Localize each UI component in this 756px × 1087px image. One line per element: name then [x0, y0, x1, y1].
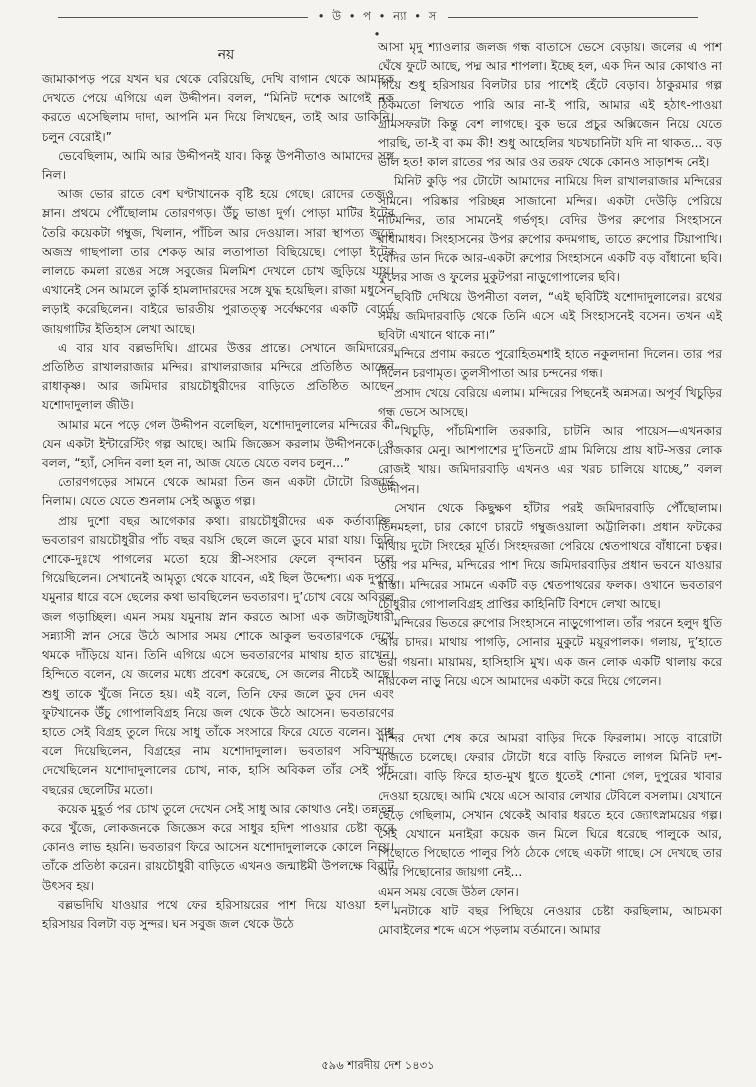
chapter-title: নয়: [217, 47, 235, 63]
paragraph: আমার মনে পড়ে গেল উদ্দীপন বলেছিল, যশোদাদুলালের মন্দিরের কী যেন একটা ইন্টারেস্টিং গল্প আছে। আমি জিজ্ঞেস করলাম উদ্দীপনকে। ও বলল, “হ্যাঁ, সেদিন বলা হল না, আজ যেতে যেতে বলব চলুন...”: [42, 417, 394, 471]
header-rule-right: [448, 17, 698, 18]
left-column: [42, 44, 394, 934]
paragraph: “খিচুড়ি, পাঁচমিশালি তরকারি, চাটনি আর পায়েস—এখনকার রোজকার মেনু। আশপাশের দু’তিনটে গ্রাম মিলিয়ে প্রায় ষাট-সত্তর লোক রোজই খায়। জমিদারবাড়ি এখনও এর খরচ চালিয়ে যাচ্ছে,” বলল উদ্দীপন।: [378, 424, 722, 496]
paragraph: মন্দির দেখা শেষ করে আমরা বাড়ির দিকে ফিরলাম। সাড়ে বারোটা বাজতে চলেছে। ফেরার টোটো ধরে বাড়ি ফিরতে লাগল মিনিট দশ-পনেরো। বাড়ি ফিরে হাত-মুখ ধুতে ধুতেই শোনা গেল, দুপুরের খাবার দেওয়া হয়েছে। আমি খেয়ে এসে আবার লেখার টেবিলে বসলাম। যেখানে ছেড়ে গেছিলাম, সেখান থেকেই আবার ধরতে হবে জ্যোৎস্নাময়ের গল্প। সেই যেখানে মনাইরা কয়েক জন মিলে ঘিরে ধরেছে পালুকে আর, পিছোতে পিছোতে পালুর পিঠ ঠেকে গেছে একটা গাছে। সে দেখছে তার আর পিছোনোর জায়গা নেই...: [378, 730, 722, 880]
header-rule-left: [58, 17, 308, 18]
paragraph: ভেবেছিলাম, আমি আর উদ্দীপনই যাব। কিন্তু উপনীতাও আমাদের সঙ্গ নিল।: [42, 148, 394, 183]
paragraph: মন্দিরের ভিতরে রুপোর সিংহাসনে নাড়ুগোপাল। তাঁর পরনে হলুদ ধুতি আর চাদর। মাথায় পাগড়ি, সোনার মুকুটে ময়ূরপালক। গলায়, দু’হাতে ভরা গয়না। মায়াময়, হাসিহাসি মুখ। এক জন লোক একটি থালায় করে নারকেল নাড়ু নিয়ে এসে আমাদের একটা করে দিয়ে গেলেন।: [378, 616, 722, 688]
right-column: [378, 38, 722, 940]
paragraph: মিনিট কুড়ি পর টোটো আমাদের নামিয়ে দিল রাখালরাজার মন্দিরের সামনে। পরিষ্কার পরিচ্ছন্ন সাজানো মন্দির। একটা দেউড়ি পেরিয়ে নাটমন্দির, তার সামনেই গর্ভগৃহ। বেদির উপর রুপোর সিংহাসনে রাধামাধব। সিংহাসনের উপর রুপোর কদমগাছ, তাতে রুপোর টিয়াপাখি। বেদির ডান দিকে আর-একটা রুপোর সিংহাসনে একটি বড় বাঁধানো ছবি। ফুলের সাজ ও ফুলের মুকুটপরা নাড়ুগোপালের ছবি।: [378, 174, 722, 285]
page-footer: ৫৯৬ শারদীয় দেশ ১৪৩১: [321, 1058, 435, 1072]
paragraph: কয়েক মুহূর্ত পর চোখ তুলে দেখেন সেই সাধু আর কোথাও নেই। তন্নতন্ন করে খুঁজে, লোকজনকে জিজ্ঞেস করে সাধুর হদিশ পাওয়ার চেষ্টা করে কোনও লাভ হয়নি। ভবতারণ ফিরে আসেন যশোদাদুলালকে কোলে নিয়ে। তাঁকে প্রতিষ্ঠা করেন। রায়চৌধুরী বাড়িতে এখনও জন্মাষ্টমী উপলক্ষে বিরাট উৎসব হয়।: [42, 801, 394, 893]
paragraph: মন্দিরে প্রণাম করতে পুরোহিতমশাই হাতে নকুলদানা দিলেন। তার পর দিলেন চরণামৃত। তুলসীপাতা আর চন্দনের গন্ধ।: [378, 347, 722, 381]
paragraph: এমন সময় বেজে উঠল ফোন।: [378, 884, 519, 899]
paragraph: এ বার যাব বল্লভদিঘি। গ্রামের উত্তর প্রান্তে। সেখানে জমিদারের প্রতিষ্ঠিত রাখালরাজার মন্দির। রাখালরাজার মন্দিরে প্রতিষ্ঠিত আছেন রাধাকৃষ্ণ। আর জমিদার রায়চৌধুরীদের বাড়িতে প্রতিষ্ঠিত আছেন যশোদাদুলাল জীউ।: [42, 340, 394, 413]
paragraph: প্রসাদ খেয়ে বেরিয়ে এলাম। মন্দিরের পিছনেই অন্নসত্র। অপূর্ব খিচুড়ির গন্ধ ভেসে আসছে।: [378, 385, 722, 419]
paragraph: আসা মৃদু শ্যাওলার জলজ গন্ধ বাতাসে ভেসে বেড়ায়। জলের এ পাশ ঘেঁষে ফুটে আছে, পদ্ম আর শাপলা। ইচ্ছে হল, এক দিন আর কোথাও না গিয়ে শুধু হরিসায়র বিলটার চার পাশেই হেঁটে বেড়াব। ঠাকুরমার গল্প ঠিকমতো লিখতে পারি আর না-ই পারি, আমার এই হঠাৎ-পাওয়া গ্রামসফরটা কিন্তু বেশ লাগছে। বুক ভরে প্রচুর অক্সিজেন নিয়ে যেতে পারছি, তা-ই বা কম কী! শুধু আহেলির খচখচানিটা যদি না থাকত... বড় ভাল হত! কাল রাতের পর আর ওর তরফ থেকে কোনও সাড়াশব্দ নেই।: [378, 40, 722, 170]
section-break: [378, 691, 722, 729]
paragraph: জামাকাপড় পরে যখন ঘর থেকে বেরিয়েছি, দেখি বাগান থেকে আমাকে দেখতে পেয়ে এগিয়ে এল উদ্দীপন। বলল, “মিনিট দশেক আগেই নক করতে এসেছিলাম দাদা, আপনি মন দিয়ে লিখছেন, তাই আর ডাকিনি। চলুন বেরোই।”: [42, 72, 394, 144]
paragraph: আজ ভোর রাতে বেশ ঘণ্টাখানেক বৃষ্টি হয়ে গেছে। রোদের তেজও ম্লান। প্রথমে পৌঁছোলাম তোরণগড়। উঁচু ভাঙা দুর্গ। পোড়া মাটির ইটের তৈরি কয়েকটা গম্বুজ, খিলান, পাঁচিল আর দেওয়াল। সারা স্থাপত্য জুড়ে অজস্র গাছপালা তার শেকড় আর লতাপাতা বিছিয়েছে। পোড়া ইটের লালচে কমলা রঙের সঙ্গে সবুজের মিলমিশ দেখলে চোখ জুড়িয়ে যায়। এখানেই সেন আমলে তুর্কি হামলাদারদের সঙ্গে যুদ্ধ হয়েছিল। রাজা মধুসেন লড়াই করেছিলেন। বাইরে ভারতীয় পুরাতত্ত্ব সর্বেক্ষণের একটি বোর্ডে জায়গাটির ইতিহাস লেখা আছে।: [42, 187, 394, 336]
running-title: • উ • প • ন্যা • স •: [317, 9, 439, 41]
paragraph: মনটাকে ষাট বছর পিছিয়ে নেওয়ার চেষ্টা করছিলাম, আচমকা মোবাইলের শব্দে এসে পড়লাম বর্তমানে। আমার: [378, 903, 722, 937]
paragraph: প্রায় দুশো বছর আগেকার কথা। রায়চৌধুরীদের এক কর্তাব্যক্তি, ভবতারণ রায়চৌধুরীর পাঁচ বছর বয়সি ছেলে জলে ডুবে মারা যায়। তিনি শোকে-দুঃখে পাগলের মতো হয়ে স্ত্রী-সংসার ফেলে বৃন্দাবন চলে গিয়েছিলেন। সেখানেই আমৃত্যু থেকে যাবেন, এই ছিল উদ্দেশ্য। এক দুপুরে যমুনার ধারে বসে ছেলের কথা ভাবছিলেন ভবতারণ। দু’চোখ বেয়ে অবিরল জল গড়াচ্ছিল। এমন সময় যমুনায় স্নান করতে আসা এক জটাজুটধারী সন্ন্যাসী স্নান সেরে উঠে আসার সময় শোকে আকুল ভবতারণকে দেখে থমকে দাঁড়িয়ে যান। তিনি এগিয়ে এসে ভবতারণের মাথায় হাত রাখেন। হিন্দিতে বলেন, যে জলের মধ্যে প্রবেশ করেছে, সে জলের নীচেই আছে। শুধু তাকে খুঁজে নিতে হয়। এই বলে, তিনি ফের জলে ডুব দেন এবং ফুটখানেক উঁচু গোপালবিগ্রহ নিয়ে জল থেকে উঠে আসেন। ভবতারণের হাতে সেই বিগ্রহ তুলে দিয়ে সাধু তাঁকে সংসারে ফিরে যেতে বলেন। সাধু বলে দিয়েছিলেন, বিগ্রহের নাম যশোদাদুলাল। ভবতারণ সবিস্ময়ে দেখেছিলেন যশোদাদুলালের চোখ, নাক, হাসি অবিকল তাঁর সেই পাঁচ বছরের ছেলেটির মতো।: [42, 513, 394, 797]
paragraph: সেখান থেকে কিছুক্ষণ হাঁটার পরই জমিদারবাড়ি পৌঁছোলাম। তিনমহলা, চার কোণে চারটে গম্বুজওয়ালা অট্টালিকা। প্রধান ফটকের মাথায় দুটো সিংহের মূর্তি। সিংহদরজা পেরিয়ে শ্বেতপাথরে বাঁধানো চত্বর। তার পর মন্দির, মন্দিরের পাশ দিয়ে জমিদারবাড়ির প্রধান ভবনে যাওয়ার রাস্তা। মন্দিরের সামনে একটি বড় শ্বেতপাথরের ফলক। ওখানে ভবতারণ চৌধুরীর গোপালবিগ্রহ প্রাপ্তির কাহিনিটি বিশদে লেখা আছে।: [378, 500, 722, 611]
paragraph: ছবিটি দেখিয়ে উপনীতা বলল, “এই ছবিটিই যশোদাদুলালের। রথের সময় জমিদারবাড়ি থেকে তিনি এসে এই সিংহাসনেই বসেন। তখন এই ছবিটা এখানে থাকে না।”: [378, 289, 722, 343]
page-header: [0, 6, 756, 41]
paragraph: বল্লভদিঘি যাওয়ার পথে ফের হরিসায়রের পাশ দিয়ে যাওয়া হল। হরিসায়র বিলটা বড় সুন্দর। ঘন সবুজ জল থেকে উঠে: [42, 897, 394, 931]
paragraph: তোরণগড়ের সামনে থেকে আমরা তিন জন একটা টোটো রিজার্ভ নিলাম। যেতে যেতে শুনলাম সেই অদ্ভুত গল্প।: [42, 475, 394, 509]
